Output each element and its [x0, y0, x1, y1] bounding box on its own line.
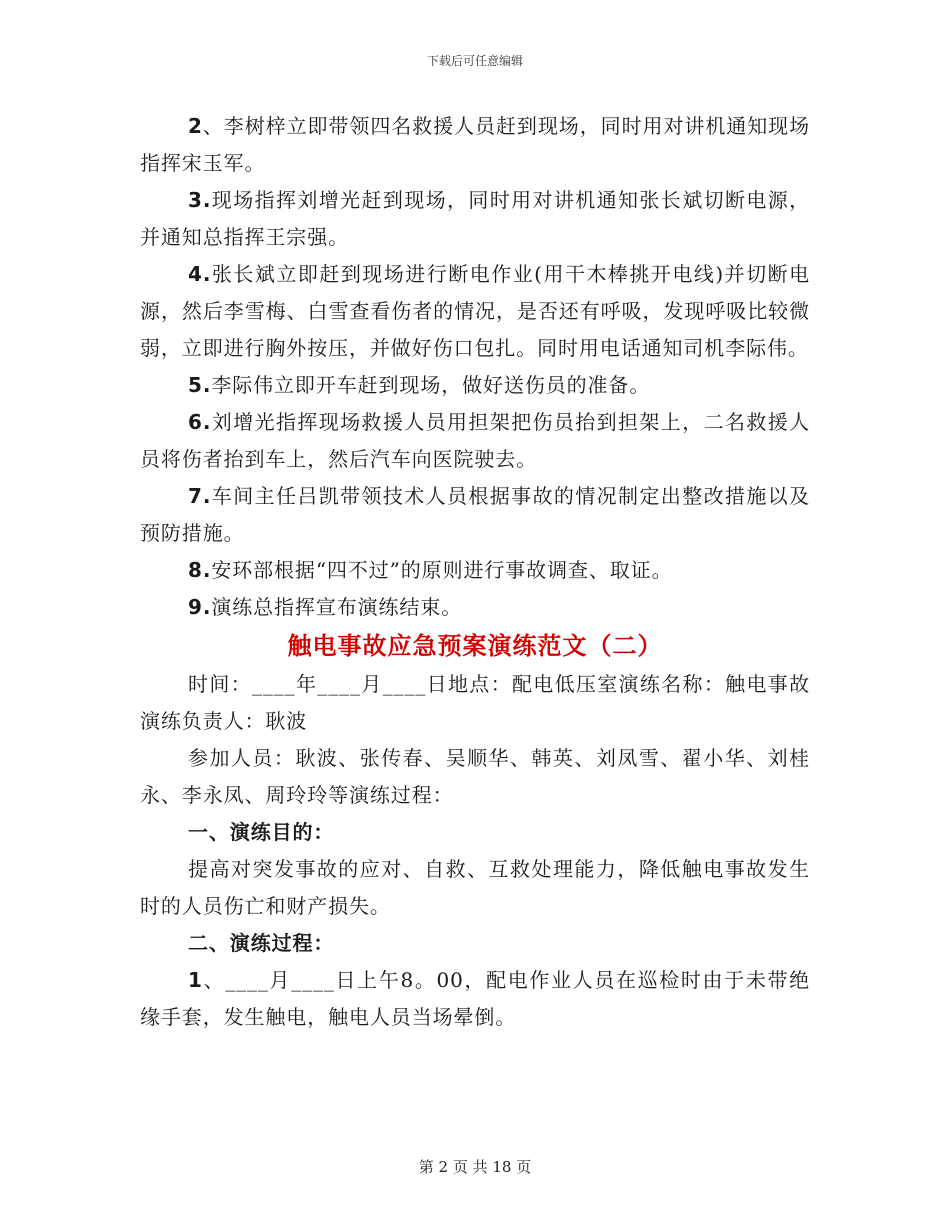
step-text: 、李树梓立即带领四名救援人员赶到现场，同时用对讲机通知现场指挥宋玉军。	[140, 114, 810, 175]
paragraph-step-5	[140, 367, 810, 404]
step-number: 6.	[188, 410, 212, 434]
step-number: 5.	[188, 373, 212, 397]
step-text: 车间主任吕凯带领技术人员根据事故的情况制定出整改措施以及预防措施。	[140, 484, 810, 545]
step-number: 4.	[188, 262, 212, 286]
document-body	[140, 108, 810, 1036]
step-number: 2	[188, 114, 203, 138]
purpose-heading: 一、演练目的：	[188, 820, 335, 844]
step-number: 9.	[188, 595, 212, 619]
process-item-1	[140, 962, 810, 1036]
step-text: 、____月____日上午8。00，配电作业人员在巡检时由于未带绝缘手套，发生触电，触电人员当场晕倒。	[140, 968, 810, 1029]
page-footer: 第 2 页 共 18 页	[418, 1158, 532, 1176]
step-text: 李际伟立即开车赶到现场，做好送伤员的准备。	[211, 373, 651, 397]
paragraph-step-7	[140, 478, 810, 552]
step-text: 现场指挥刘增光赶到现场，同时用对讲机通知张长斌切断电源，并通知总指挥王宗强。	[140, 188, 810, 249]
info-time-location: 时间：____年____月____日地点：配电低压室演练名称：触电事故演练负责人：耿波	[140, 672, 810, 733]
paragraph-step-8	[140, 552, 810, 589]
step-number: 7.	[188, 484, 212, 508]
step-number: 8.	[188, 558, 212, 582]
step-text: 刘增光指挥现场救援人员用担架把伤员抬到担架上，二名救援人员将伤者抬到车上，然后汽车向医院驶去。	[140, 410, 810, 471]
step-text: 张长斌立即赶到现场进行断电作业(用干木棒挑开电线)并切断电源，然后李雪梅、白雪查看伤者的情况，是否还有呼吸，发现呼吸比较微弱，立即进行胸外按压，并做好伤口包扎。同时用电话通知司机李际伟。	[140, 262, 810, 360]
paragraph-step-2	[140, 108, 810, 182]
step-text: 安环部根据“四不过”的原则进行事故调查、取证。	[211, 558, 673, 582]
section-title: 触电事故应急预案演练范文（二）	[287, 631, 663, 660]
paragraph-step-3	[140, 182, 810, 256]
header-note: 下载后可任意编辑	[426, 54, 523, 68]
step-text: 演练总指挥宣布演练结束。	[211, 595, 463, 619]
step-number: 1	[188, 968, 203, 992]
step-number: 3.	[188, 188, 212, 212]
process-heading: 二、演练过程：	[188, 931, 335, 955]
paragraph-step-9	[140, 589, 810, 626]
info-participants: 参加人员：耿波、张传春、吴顺华、韩英、刘凤雪、翟小华、刘桂永、李永凤、周玲玲等演练过程：	[140, 746, 810, 807]
purpose-text: 提高对突发事故的应对、自救、互救处理能力，降低触电事故发生时的人员伤亡和财产损失。	[140, 857, 810, 918]
paragraph-step-6	[140, 404, 810, 478]
paragraph-step-4	[140, 256, 810, 367]
